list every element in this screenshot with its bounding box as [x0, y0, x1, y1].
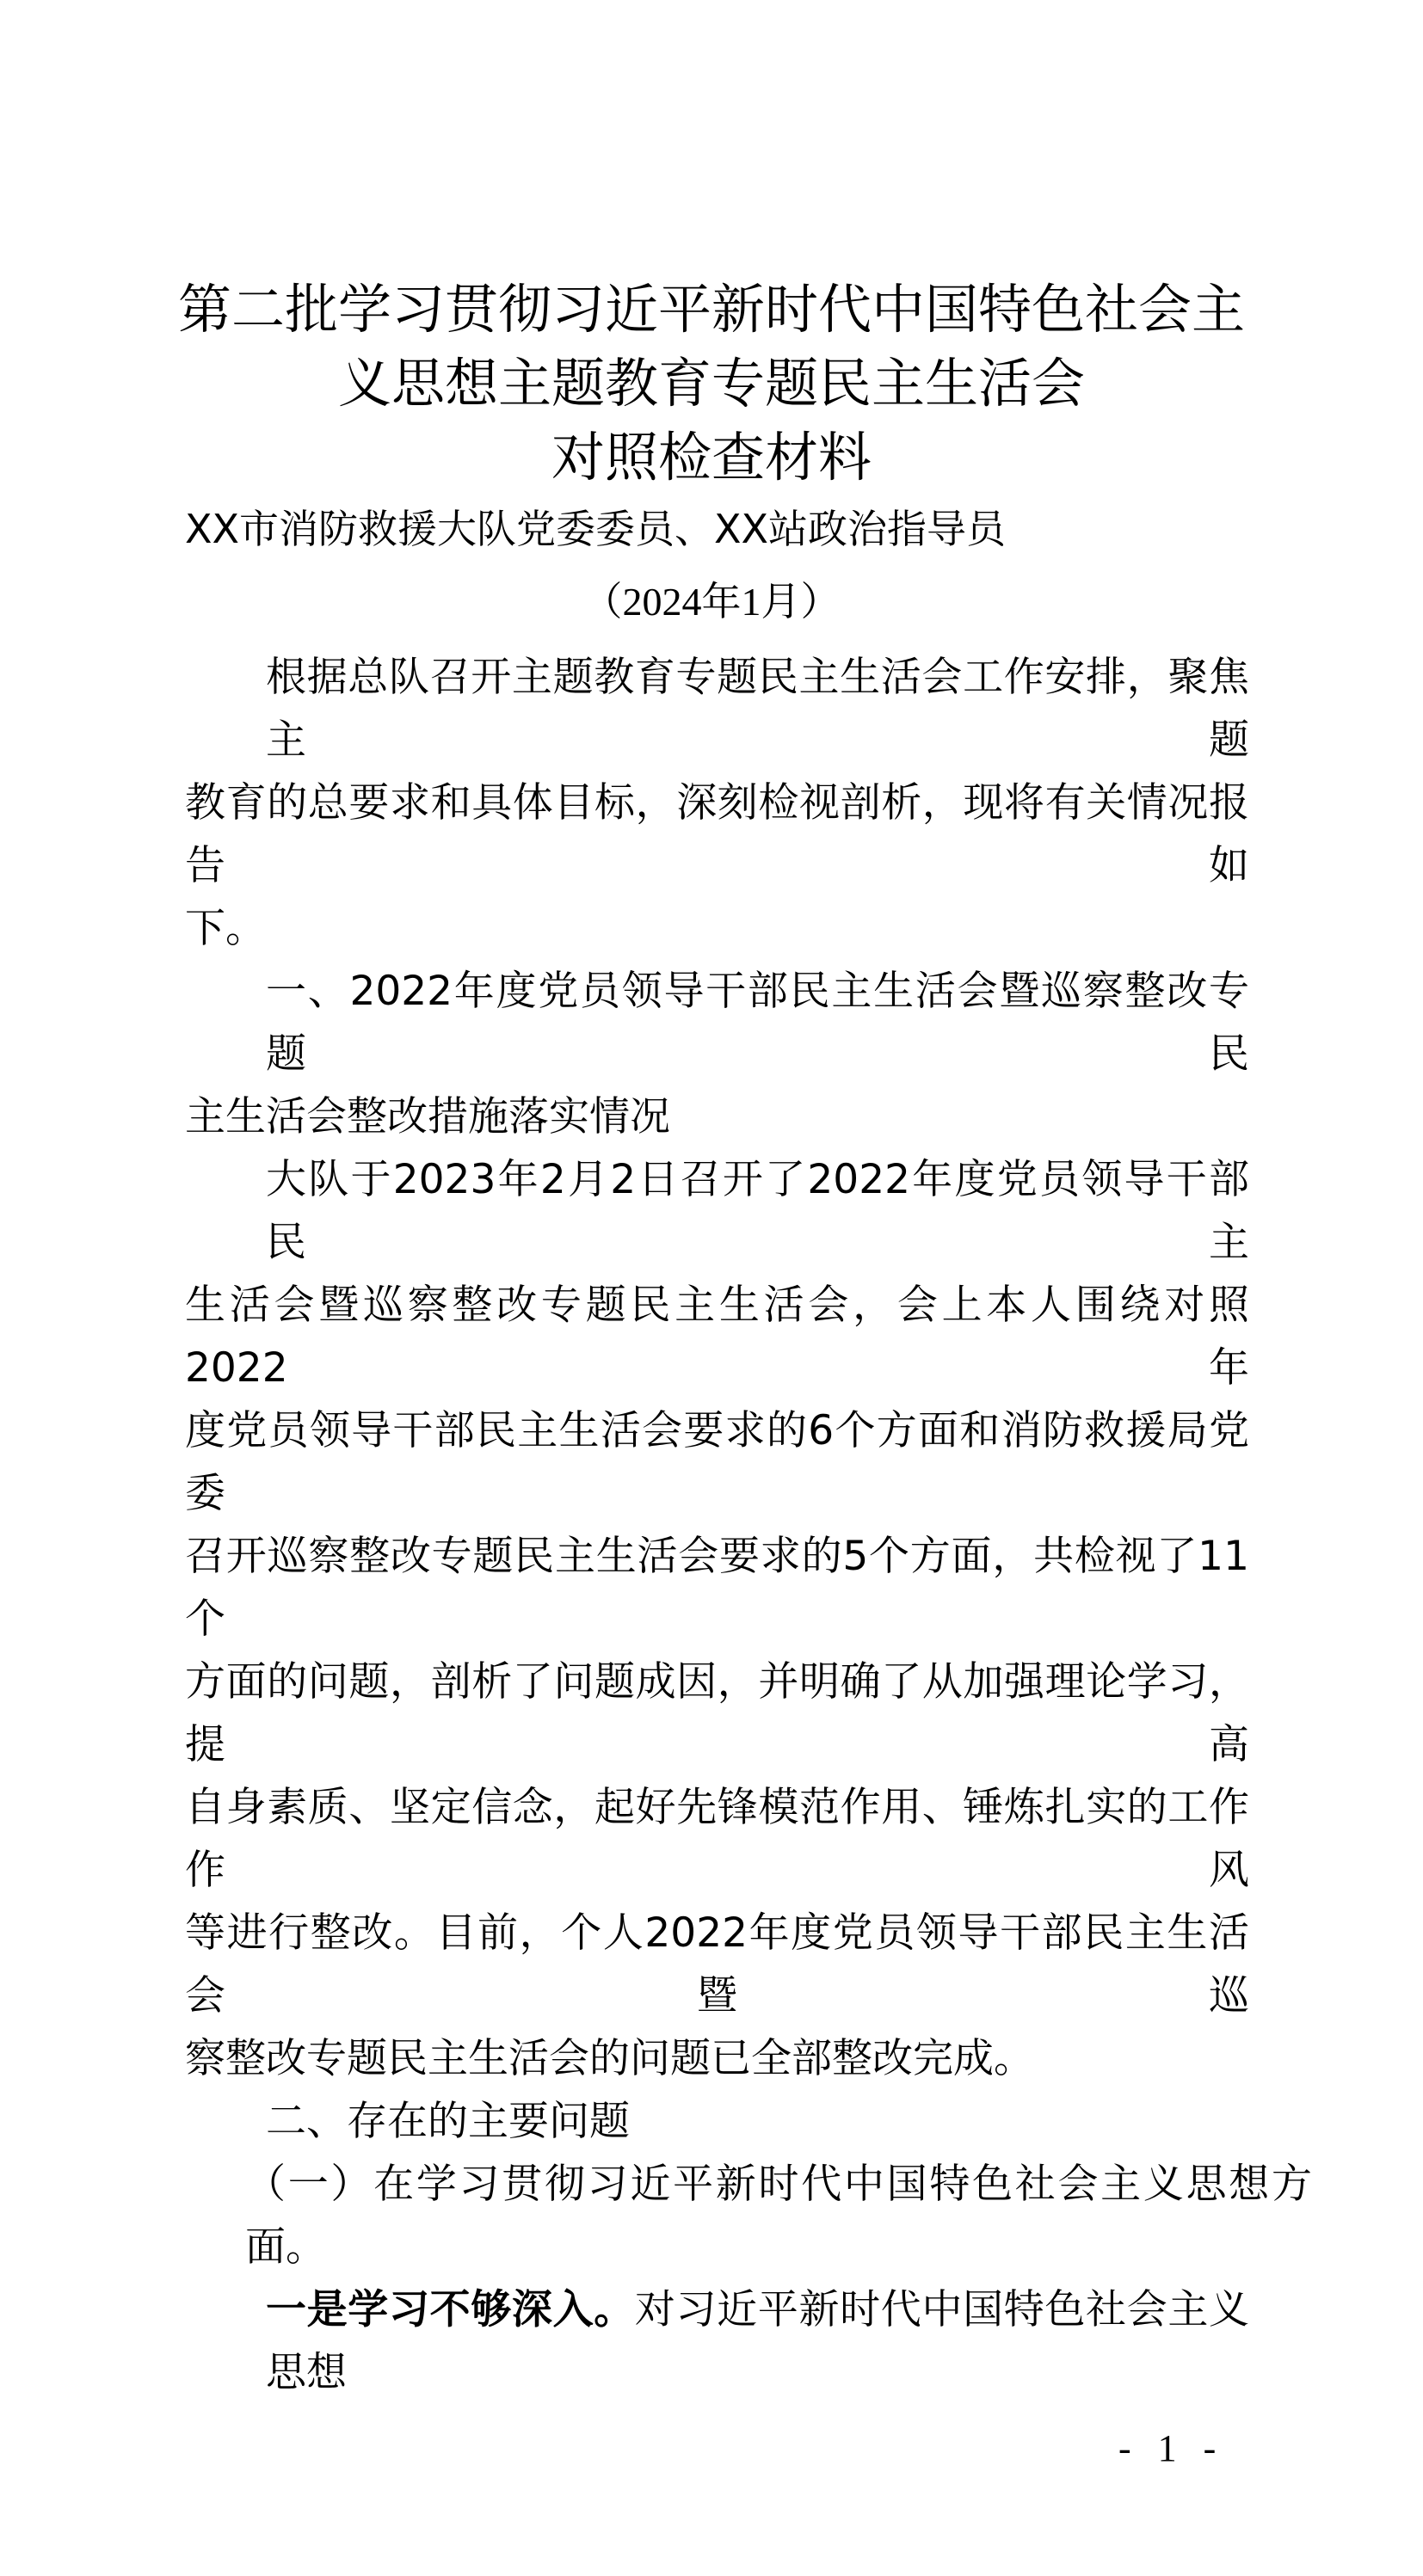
subsection-heading: （一）在学习贯彻习近平新时代中国特色社会主义思想方面。 [245, 2161, 1312, 2271]
body-line: 自身素质、坚定信念，起好先锋模范作用、锤炼扎实的工作作风 [185, 1784, 1249, 1894]
body-line: 方面的问题，剖析了问题成因，并明确了从加强理论学习，提高 [185, 1658, 1249, 1768]
bold-lead: 一是学习不够深入。 [266, 2286, 635, 2333]
page-number: - 1 - [1118, 2427, 1225, 2469]
body-line-rest: 对习近平新时代中国特色社会主义思想 [266, 2286, 1250, 2396]
section-heading-1-cont: 主生活会整改措施落实情况 [185, 1093, 670, 1140]
title-line-3: 对照检查材料 [551, 426, 872, 489]
section-heading-1: 一、2022年度党员领导干部民主生活会暨巡察整改专题民 [266, 968, 1249, 1078]
body-line: 召开巡察整改专题民主生活会要求的5个方面，共检视了11个 [185, 1533, 1249, 1643]
body-line: 等进行整改。目前，个人2022年度党员领导干部民主生活会暨巡 [185, 1909, 1249, 2020]
body-line: 教育的总要求和具体目标，深刻检视剖析，现将有关情况报告如 [185, 779, 1249, 889]
body-line: 大队于2023年2月2日召开了2022年度党员领导干部民主 [266, 1156, 1249, 1266]
body-line [185, 2278, 1249, 2404]
body-line: 度党员领导干部民主生活会要求的6个方面和消防救援局党委 [185, 1407, 1249, 1517]
body-line: 生活会暨巡察整改专题民主生活会，会上本人围绕对照2022年 [185, 1282, 1249, 1392]
date-line: （2024年1月） [582, 580, 841, 624]
body-line: 下。 [185, 905, 266, 952]
title-line-1: 第二批学习贯彻习近平新时代中国特色社会主 [177, 278, 1245, 341]
section-heading-2: 二、存在的主要问题 [266, 2098, 630, 2145]
body-line: 察整改专题民主生活会的问题已全部整改完成。 [185, 2035, 1034, 2082]
author-line: XX市消防救援大队党委委员、XX站政治指导员 [185, 506, 1007, 552]
title-line-2: 义思想主题教育专题民主生活会 [337, 352, 1085, 415]
body-line: 根据总队召开主题教育专题民主生活会工作安排，聚焦主题 [266, 654, 1249, 764]
body-text [185, 646, 1312, 2404]
